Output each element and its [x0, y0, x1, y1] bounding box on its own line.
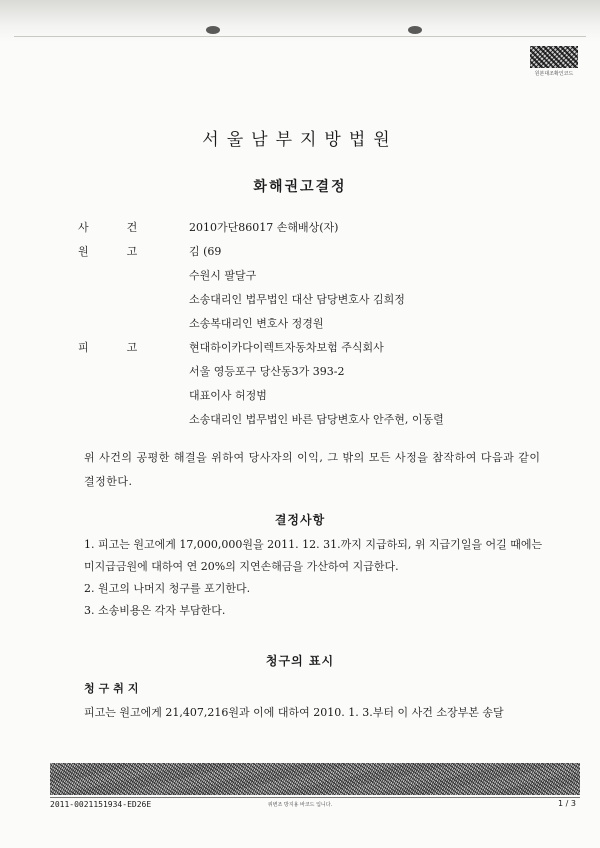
footer-divider — [50, 797, 580, 798]
decision-item: 2. 원고의 나머지 청구를 포기한다. — [84, 582, 251, 595]
page-number: 1 / 3 — [558, 799, 576, 808]
plaintiff-label: 원고 — [78, 245, 176, 258]
decision-item: 3. 소송비용은 각자 부담한다. — [84, 604, 226, 617]
defendant-name: 현대하이카다이렉트자동차보험 주식회사 — [189, 341, 384, 354]
qr-caption: 원본대조확인코드 — [534, 71, 574, 77]
defendant-attorney: 소송대리인 법무법인 바른 담당변호사 안주현, 이동렬 — [189, 413, 444, 426]
intro-paragraph: 위 사건의 공평한 해결을 위하여 당사자의 이익, 그 밖의 모든 사정을 참작하여 다음과 같이 결정한다. — [84, 451, 541, 488]
punch-hole — [206, 26, 220, 34]
plaintiff-address: 수원시 팔달구 — [189, 269, 257, 282]
claim-heading: 청구의 표시 — [265, 654, 335, 668]
plaintiff-attorney: 소송대리인 법무법인 대산 담당변호사 김희정 — [189, 293, 405, 306]
verification-code-icon — [530, 46, 578, 68]
plaintiff-name: 김 (69 — [189, 245, 222, 258]
court-name: 서울남부지방법원 — [202, 130, 398, 150]
document-id: 2011-0021151934-ED26E — [50, 800, 152, 809]
claim-subheading: 청구취지 — [84, 682, 143, 695]
plaintiff-sub-attorney: 소송복대리인 변호사 정경원 — [189, 317, 324, 330]
case-number: 2010가단86017 손해배상(자) — [189, 221, 339, 234]
claim-text: 피고는 원고에게 21,407,216원과 이에 대하여 2010. 1. 3.부터 이 사건 소장부본 송달 — [84, 706, 504, 719]
case-label: 사건 — [78, 221, 176, 234]
defendant-label: 피고 — [78, 341, 176, 354]
punch-hole — [408, 26, 422, 34]
document-title: 화해권고결정 — [253, 179, 347, 195]
barcode-note: 위변조 방지용 바코드 입니다. — [267, 802, 333, 808]
anti-forgery-barcode — [50, 763, 580, 795]
decision-heading: 결정사항 — [274, 513, 326, 527]
defendant-address: 서울 영등포구 당산동3가 393-2 — [189, 365, 345, 378]
defendant-representative: 대표이사 허정범 — [189, 389, 267, 402]
scan-line — [14, 36, 586, 37]
decision-item: 1. 피고는 원고에게 17,000,000원을 2011. 12. 31.까지 지급하되, 위 지급기일을 어길 때에는 미지급금원에 대하여 연 20%의 지연손해금을 가산하여 지급한다. — [84, 538, 543, 573]
